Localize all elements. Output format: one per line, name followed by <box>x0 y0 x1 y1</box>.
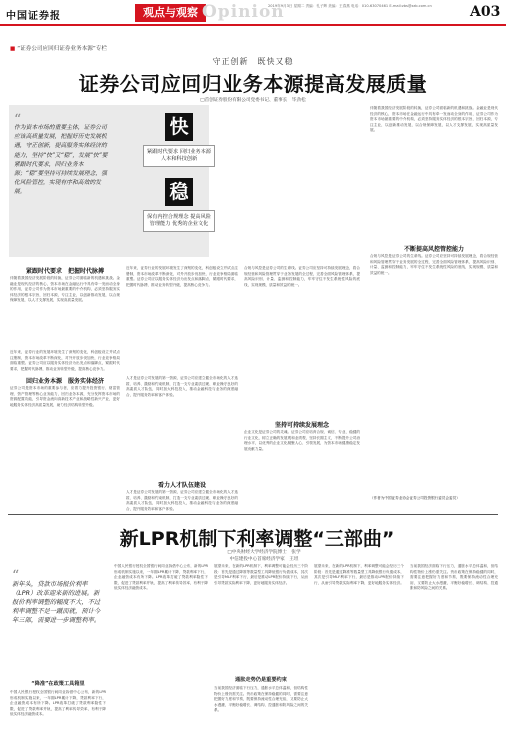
body-paragraph: 当前我国经济面临下行压力，通胀水平总体温和，但结构性物价上涨仍需关注。货币政策在保持稳健的同时，需要注意把握好力度和节奏，既要保持流动性合理充裕，又要防止大水漫灌，平衡好稳增长、调结构、控通胀和防风险之间的关系。 <box>214 686 308 713</box>
article2-byline <box>164 549 364 563</box>
body-paragraph: 展望未来，在新的LPR机制下，利率调整可能会经历三个阶段：首先是通过降准等数量型工具降低银行负债成本，其次是引导MLF利率下行，最后是推动LPR报价持续下行，从而引导贷款实际利率下降，更好地服务实体经济。 <box>214 564 308 585</box>
article-byline: □首创证券股份有限公司党委书记、董事长 毕劲松 <box>200 98 306 103</box>
body-paragraph: 中国人民银行授权全国银行间同业拆借中心公布，新的LPR形成机制实施以来，一年期LPR累计下降，贷款利率下行，企业融资成本有所下降。LPR改革打破了贷款利率隐性下限，促进了贷款利率并轨，提高了利率传导效率，有利于降低实体经济融资成本。 <box>10 690 106 717</box>
article2-byline-line: □中央财经大学经济学院博士 张学 <box>227 550 301 555</box>
wen-summary: 保有内控合规理念 提高风险管理能力 优秀的企业文化 <box>143 210 215 232</box>
body-paragraph: 展望未来，在新的LPR机制下，利率调整可能会经历三个阶段：首先是通过降准等数量型工具降低银行负债成本，其次是引导MLF利率下行，最后是推动LPR报价持续下行，从而引导贷款实际利率下降，更好地服务实体经济。 <box>314 564 404 585</box>
section-english-title: Opinion <box>202 2 285 22</box>
body-paragraph: 中国人民银行授权全国银行间同业拆借中心公布，新的LPR形成机制实施以来，一年期LPR累计下降，贷款利率下行，企业融资成本有所下降。LPR改革打破了贷款利率隐性下限，促进了贷款利率并轨，提高了利率传导效率，有利于降低实体经济融资成本。 <box>114 564 208 591</box>
page-number: A03 <box>470 4 501 20</box>
article-headline: 证券公司应回归业务本源提高发展质量 <box>78 72 428 96</box>
body-paragraph: 人才是证券公司发展的第一资源，证券公司应建立健全市场化的人才选拔、培养、激励和约束机制，打造一支专业素质过硬、职业操守良好的高素质人才队伍，同时加大科技投入，推动金融科技与业务的深度融合，提升服务效率和客户体验。 <box>126 376 238 397</box>
column-tag-label: “证券公司应回归证券业务本源”专栏 <box>17 46 107 52</box>
section-subhead: 回归业务本源 服务实体经济 <box>25 378 104 385</box>
quote-mark-icon: “ <box>12 568 20 584</box>
article2-headline: 新LPR机制下利率调整“三部曲” <box>119 528 395 550</box>
author-footnote: （作者为中国证券业协会证券公司投资银行委员会委员） <box>370 496 460 500</box>
masthead: 中国证券报 <box>6 11 61 22</box>
body-paragraph: 企业文化是证券公司的灵魂。证券公司应培育合规、诚信、专业、稳健的行业文化，树立正确的发展观和业绩观，坚持长期主义，不断提升公司治理水平，以优秀的企业文化凝聚人心、引领发展，为资本市场健康稳定发展贡献力量。 <box>244 430 360 451</box>
body-paragraph: 近年来，证券行业的发展环境发生了深刻的变化，科创板设立并试点注册制，资本市场改革不断深化，对外开放步伐加快，行业竞争格局面临重塑。证券公司应以服务实体经济为出发点和落脚点，紧跟时代要求，把握时代脉搏，推动业务转型升级，提高核心竞争力。 <box>10 350 120 371</box>
section-subhead: 紧跟时代要求 把握时代脉搏 <box>25 268 104 275</box>
kuai-badge: 快 <box>165 113 193 141</box>
body-paragraph: 近年来，证券行业的发展环境发生了深刻的变化，科创板设立并试点注册制，资本市场改革不断深化，对外开放步伐加快，行业竞争格局面临重塑。证券公司应以服务实体经济为出发点和落脚点，紧跟时代要求，把握时代脉搏，推动业务转型升级，提高核心竞争力。 <box>126 266 238 287</box>
body-paragraph: 当前我国经济面临下行压力，通胀水平总体温和，但结构性物价上涨仍需关注。货币政策在保持稳健的同时，需要注意把握好力度和节奏，既要保持流动性合理充裕，又要防止大水漫灌，平衡好稳增长、调结构、控通胀和防风险之间的关系。 <box>410 564 498 591</box>
column-tag <box>10 44 107 52</box>
kuai-summary: 紧跟时代要求 回归业务本源 人本和科技创新 <box>143 145 215 167</box>
body-paragraph: 伴随着我国经济发展阶段的转换，证券公司面临新的机遇和挑战。金融业是现代经济的核心，资本市场在金融运行中具有牵一发而动全身的作用，证券公司作为资本市场最重要的中介机构，必须坚持服务实体经济的根本宗旨，回归本源，专注主业，以创新推动发展，以合规保障发展，以人才支撑发展，实现高质量发展。 <box>370 106 498 133</box>
header-meta: 2019年9月3日 星期二 责编：孔子辉 美编：王春燕 电话：010-63070461 E-mail:zbs@zzb.com.cn <box>268 4 432 8</box>
section-badge: 观点与观察 <box>135 4 206 22</box>
body-paragraph: 伴随着我国经济发展阶段的转换，证券公司面临新的机遇和挑战。金融业是现代经济的核心，资本市场在金融运行中具有牵一发而动全身的作用，证券公司作为资本市场最重要的中介机构，必须坚持服务实体经济的根本宗旨，回归本源，专注主业，以创新推动发展，以合规保障发展，以人才支撑发展，实现高质量发展。 <box>10 276 120 303</box>
section-subhead: 不断提高风控管控能力 <box>403 246 464 253</box>
section-subhead: 看力人才队伍建设 <box>157 482 206 489</box>
section-subhead: “降准”在政策工具箱里 <box>31 681 85 687</box>
pull-quote-text: 作为资本市场的重要主体，证券公司应该高质量发展，把握好历史发展机遇，守正创新，提高服务实体经济的能力，坚持“快”又“稳”，发展“快”要紧跟时代要求，回归业务本源；“稳”要坚持可持续发展理念，强化风险管控，实现有序和高效的发展。 <box>14 125 108 196</box>
article2-lead: 新年头，贷款市场报价利率（LPR）改革迎来新的进展。新报价利率调整的幅度不大，不过利率调整不是一蹴而就，预计今年三部，需要进一步调整利率。 <box>12 581 101 624</box>
section-subhead: 通胀走势仍是重要约束 <box>235 677 287 683</box>
header-rule <box>0 24 506 26</box>
body-paragraph: 证券公司是资本市场的重要参与者，应着力提升投资银行、财富管理、资产管理等核心业务能力，回归业务本源，充分发挥资本市场的资源配置功能，引导资金流向高新技术产业和战略性新兴产业，更好地服务实体经济高质量发展，助力经济结构转型升级。 <box>10 386 120 407</box>
article-divider <box>8 514 498 515</box>
section-subhead: 坚持可持续发展理念 <box>274 422 329 429</box>
wen-badge: 稳 <box>165 178 193 206</box>
body-paragraph: 合规与风控是证券公司的生命线。证券公司应坚持可持续发展理念，将合规经营和风险管理贯穿于业务发展的全过程，完善全面风险管理体系，提高风险识别、计量、监测和控制能力，牢牢守住不发生系统性风险的底线，实现规模、质量和效益的统一。 <box>370 254 498 275</box>
article-kicker: 守正创新 既快又稳 <box>212 57 294 66</box>
body-paragraph: 合规与风控是证券公司的生命线。证券公司应坚持可持续发展理念，将合规经营和风险管理贯穿于业务发展的全过程，完善全面风险管理体系，提高风险识别、计量、监测和控制能力，牢牢守住不发生系统性风险的底线，实现规模、质量和效益的统一。 <box>244 266 360 287</box>
article2-byline-line: 中信建投中心首席经济学家 王坦 <box>229 557 299 562</box>
body-paragraph: 人才是证券公司发展的第一资源，证券公司应建立健全市场化的人才选拔、培养、激励和约束机制，打造一支专业素质过硬、职业操守良好的高素质人才队伍，同时加大科技投入，推动金融科技与业务的深度融合，提升服务效率和客户体验。 <box>126 490 238 511</box>
bullet-icon: ■ <box>10 46 18 52</box>
quote-mark-icon: “ <box>14 112 22 128</box>
